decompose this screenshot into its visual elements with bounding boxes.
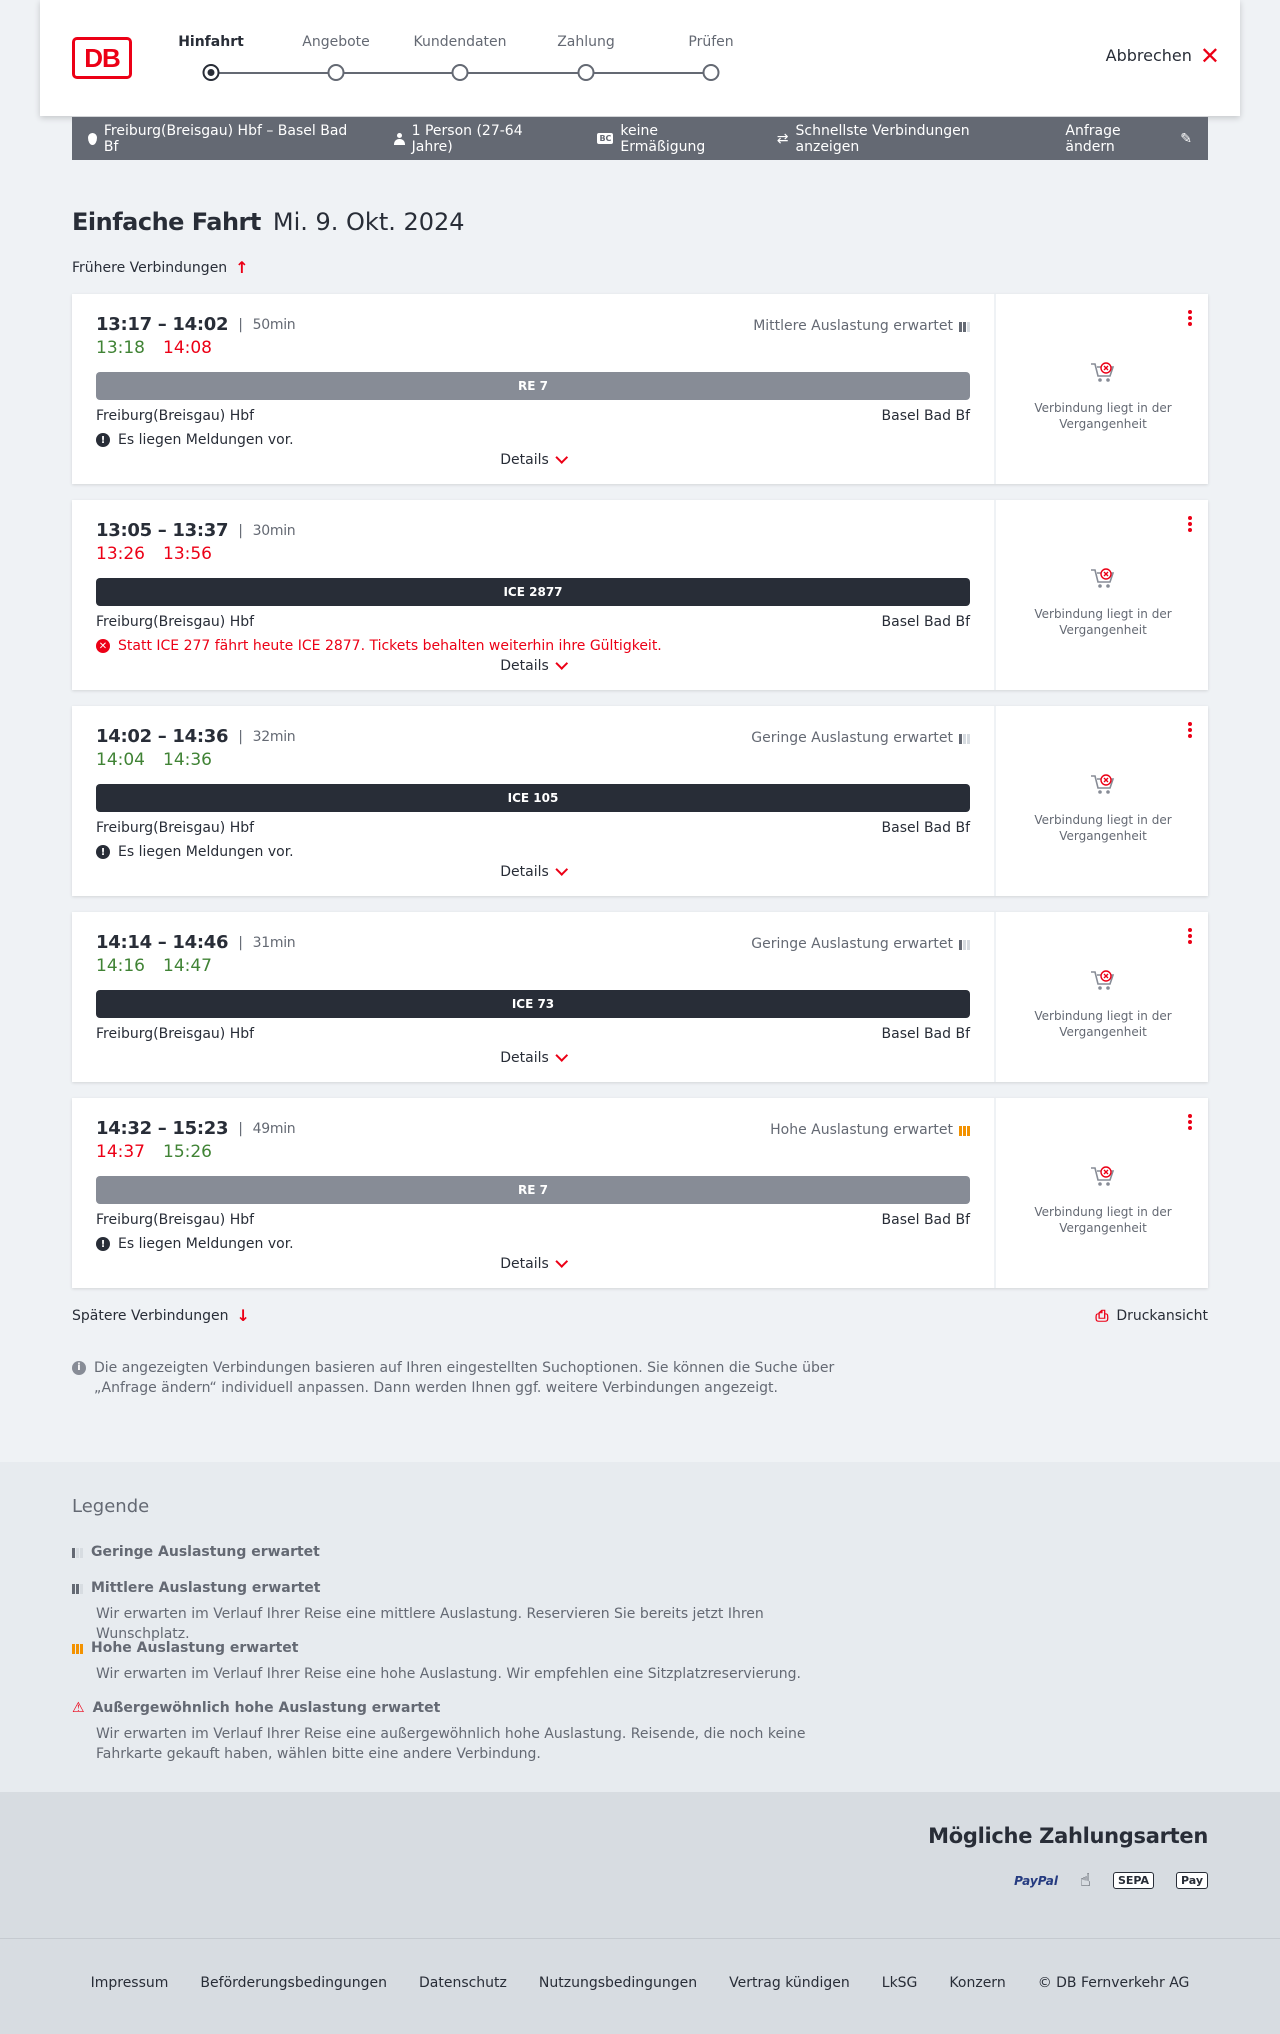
chevron-down-icon [555, 863, 568, 876]
connection-main [96, 294, 970, 484]
step-dot-angebote [328, 64, 345, 81]
duration: 31min [252, 934, 296, 951]
legend-item-title: Geringe Auslastung erwartet [91, 1544, 320, 1560]
offer-panel [994, 294, 1208, 484]
divider: | [238, 728, 243, 745]
more-options-icon[interactable] [1188, 928, 1192, 944]
legend-item [72, 1700, 856, 1764]
realtime-arrival: 14:47 [163, 956, 212, 976]
info-icon: i [72, 1361, 86, 1375]
bahncard-icon: BC [599, 134, 612, 143]
cancel-label: Abbrechen [1105, 46, 1192, 65]
route-summary[interactable] [88, 123, 362, 155]
applepay-text: Pay [1180, 1874, 1203, 1887]
details-label: Details [500, 1050, 549, 1066]
past-notice: Verbindung liegt in der Vergangenheit [1034, 607, 1172, 637]
duration: 50min [252, 316, 296, 333]
notice-text: Es liegen Meldungen vor. [118, 844, 294, 860]
cart-unavailable-icon [1088, 358, 1116, 386]
scheduled-times [96, 314, 295, 335]
exclamation-icon: ! [96, 845, 110, 859]
cart-unavailable-icon [1088, 564, 1116, 592]
footer-links [0, 1975, 1280, 1991]
occupancy-low-icon [959, 732, 970, 744]
scheduled-times [96, 726, 295, 747]
train-bar[interactable]: RE 7 [96, 1176, 970, 1204]
occupancy-medium-icon [959, 320, 970, 332]
legend-item [72, 1640, 856, 1684]
footer-link-impressum[interactable]: Impressum [90, 1975, 169, 1991]
scheduled-times [96, 1118, 295, 1139]
location-pin-icon [88, 133, 97, 145]
chevron-down-icon [555, 451, 568, 464]
printer-icon: ⎙ [1095, 1306, 1109, 1325]
notice-message [96, 432, 294, 448]
realtime-arrival: 14:36 [163, 750, 212, 770]
traveller-summary[interactable] [394, 123, 566, 155]
arrow-down-icon: ↓ [236, 1306, 250, 1325]
connection-main [96, 706, 970, 896]
realtime-arrival: 14:08 [163, 338, 212, 358]
legend-title: Legende [72, 1496, 150, 1517]
occupancy-indicator [751, 730, 970, 746]
step-hinfahrt: Hinfahrt [178, 34, 244, 50]
arrow-up-icon: ↑ [235, 258, 249, 277]
print-view-link[interactable] [1096, 1306, 1208, 1326]
db-logo[interactable]: DB [72, 37, 132, 79]
legend-item-title: Mittlere Auslastung erwartet [91, 1580, 321, 1596]
disruption-text: Statt ICE 277 fährt heute ICE 2877. Tickets behalten weiterhin ihre Gültigkeit. [118, 638, 662, 654]
cancel-button[interactable] [1105, 41, 1220, 70]
train-bar[interactable]: ICE 2877 [96, 578, 970, 606]
person-icon [394, 133, 405, 145]
connection-main [96, 500, 970, 690]
times-text: 13:17 – 14:02 [96, 314, 229, 335]
details-toggle[interactable] [500, 452, 566, 468]
discount-text: keine Ermäßigung [620, 122, 706, 155]
connection-main [96, 1098, 970, 1288]
notice-message [96, 1236, 294, 1252]
occupancy-low-icon [959, 938, 970, 950]
step-dot-kundendaten [452, 64, 469, 81]
connection-card[interactable] [72, 294, 1208, 484]
occupancy-text: Geringe Auslastung erwartet [751, 730, 953, 746]
realtime-departure: 14:16 [96, 956, 145, 976]
occupancy-low-icon [72, 1546, 83, 1558]
connection-card[interactable] [72, 1098, 1208, 1288]
departure-station: Freiburg(Breisgau) Hbf [96, 614, 255, 630]
step-zahlung: Zahlung [557, 34, 615, 50]
connection-card[interactable] [72, 912, 1208, 1082]
past-notice: Verbindung liegt in der Vergangenheit [1034, 813, 1172, 843]
footer [0, 1938, 1280, 2034]
print-label: Druckansicht [1116, 1308, 1208, 1324]
applepay-logo [1176, 1872, 1208, 1889]
step-dot-pruefen [703, 64, 720, 81]
footer-link-datenschutz[interactable]: Datenschutz [418, 1975, 507, 1991]
realtime-arrival: 13:56 [163, 544, 212, 564]
realtime-times [96, 956, 212, 976]
later-connections-link[interactable] [72, 1306, 250, 1325]
past-notice: Verbindung liegt in der Vergangenheit [1034, 401, 1172, 431]
past-notice: Verbindung liegt in der Vergangenheit [1034, 1009, 1172, 1039]
realtime-departure: 14:37 [96, 1142, 145, 1162]
departure-station: Freiburg(Breisgau) Hbf [96, 408, 255, 424]
legend-item-title: Hohe Auslastung erwartet [91, 1640, 299, 1656]
scheduled-times [96, 932, 295, 953]
traveller-text: 1 Person (27-64 Jahre) [411, 122, 523, 155]
duration: 32min [252, 728, 296, 745]
legend-item-desc: Wir erwarten im Verlauf Ihrer Reise eine außergewöhnlich hohe Auslastung. Reisende, die noch keine Fahrkarte gekauft haben, wählen bitte eine andere Verbindung. [96, 1726, 806, 1762]
earlier-connections-link[interactable] [72, 258, 249, 277]
cart-unavailable-icon [1088, 1162, 1116, 1190]
connection-card[interactable] [72, 706, 1208, 896]
step-dot-hinfahrt [203, 64, 220, 81]
chevron-down-icon [555, 1255, 568, 1268]
step-pruefen: Prüfen [688, 34, 734, 50]
divider: | [238, 1120, 243, 1137]
error-icon: ✕ [96, 639, 110, 653]
realtime-departure: 13:18 [96, 338, 145, 358]
footer-copyright: © DB Fernverkehr AG [1037, 1975, 1190, 1991]
footer-link-lksg[interactable]: LkSG [881, 1975, 918, 1991]
departure-station: Freiburg(Breisgau) Hbf [96, 1026, 255, 1042]
cart-unavailable-icon [1088, 770, 1116, 798]
legend-item-title: Außergewöhnlich hohe Auslastung erwartet [92, 1700, 441, 1716]
legend-item-desc: Wir erwarten im Verlauf Ihrer Reise eine mittlere Auslastung. Reservieren Sie bereits jetzt Ihren Wunschplatz. [96, 1606, 764, 1642]
past-notice: Verbindung liegt in der Vergangenheit [1034, 1205, 1172, 1235]
times-text: 14:32 – 15:23 [96, 1118, 229, 1139]
arrival-station: Basel Bad Bf [881, 1026, 970, 1042]
realtime-times [96, 1142, 212, 1162]
legend-item [72, 1544, 320, 1560]
step-dot-zahlung [578, 64, 595, 81]
divider: | [238, 934, 243, 951]
realtime-times [96, 750, 212, 770]
connection-card[interactable] [72, 500, 1208, 690]
details-label: Details [500, 864, 549, 880]
later-label: Spätere Verbindungen [72, 1307, 229, 1324]
divider: | [238, 316, 243, 333]
exclamation-icon: ! [96, 1237, 110, 1251]
more-options-icon[interactable] [1188, 1114, 1192, 1130]
legend-item [72, 1580, 856, 1644]
offer-panel [994, 706, 1208, 896]
arrival-station: Basel Bad Bf [881, 1212, 970, 1228]
offer-panel [994, 1098, 1208, 1288]
legend-section [0, 1462, 1280, 1792]
occupancy-exceptional-icon: ⚠ [72, 1700, 85, 1716]
realtime-departure: 13:26 [96, 544, 145, 564]
info-text: Die angezeigten Verbindungen basieren auf Ihren eingestellten Suchoptionen. Sie können die Suche über „Anfrage ändern“ individuell anpassen. Dann werden Ihnen ggf. weitere Verbindungen angezeigt. [94, 1360, 835, 1396]
realtime-departure: 14:04 [96, 750, 145, 770]
notice-message [96, 844, 294, 860]
search-info-note [72, 1358, 852, 1398]
exclamation-icon: ! [96, 433, 110, 447]
fastest-summary[interactable] [777, 123, 1034, 155]
route-text: Freiburg(Breisgau) Hbf – Basel Bad Bf [103, 122, 348, 155]
arrival-station: Basel Bad Bf [881, 614, 970, 630]
notice-text: Es liegen Meldungen vor. [118, 1236, 294, 1252]
occupancy-indicator [770, 1122, 970, 1138]
disruption-message [96, 638, 662, 654]
occupancy-high-icon [959, 1124, 970, 1136]
footer-link-befoerderungsbedingungen[interactable]: Beförderungsbedingungen [200, 1975, 387, 1991]
pencil-icon: ✎ [1180, 130, 1192, 147]
connection-main [96, 912, 970, 1082]
occupancy-indicator [753, 318, 970, 334]
details-toggle[interactable] [500, 864, 566, 880]
more-options-icon[interactable] [1188, 310, 1192, 326]
chevron-down-icon [555, 657, 568, 670]
cart-unavailable-icon [1088, 966, 1116, 994]
departure-station: Freiburg(Breisgau) Hbf [96, 820, 255, 836]
more-options-icon[interactable] [1188, 722, 1192, 738]
train-bar[interactable]: RE 7 [96, 372, 970, 400]
search-summary-bar [72, 117, 1208, 160]
train-bar[interactable]: ICE 73 [96, 990, 970, 1018]
duration: 49min [252, 1120, 296, 1137]
paypal-logo: PayPal [1014, 1873, 1058, 1888]
realtime-arrival: 15:26 [163, 1142, 212, 1162]
divider: | [238, 522, 243, 539]
change-query-button[interactable] [1065, 123, 1192, 155]
step-angebote: Angebote [302, 34, 370, 50]
legend-item-desc: Wir erwarten im Verlauf Ihrer Reise eine hohe Auslastung. Wir empfehlen eine Sitzplatzreservierung. [96, 1666, 801, 1682]
details-label: Details [500, 452, 549, 468]
occupancy-high-icon [72, 1642, 83, 1654]
duration: 30min [252, 522, 296, 539]
offer-panel [994, 912, 1208, 1082]
details-toggle[interactable] [500, 658, 566, 674]
trip-type: Einfache Fahrt [72, 208, 261, 236]
details-toggle[interactable] [500, 1256, 566, 1272]
arrival-station: Basel Bad Bf [881, 820, 970, 836]
realtime-times [96, 338, 212, 358]
details-label: Details [500, 658, 549, 674]
earlier-label: Frühere Verbindungen [72, 259, 228, 276]
change-query-label: Anfrage ändern [1065, 122, 1121, 155]
page-title [72, 208, 465, 236]
fastest-text: Schnellste Verbindungen anzeigen [795, 122, 970, 155]
realtime-times [96, 544, 212, 564]
swap-arrows-icon: ⇄ [776, 130, 789, 147]
progress-header [40, 0, 1240, 116]
offer-panel [994, 500, 1208, 690]
details-toggle[interactable] [500, 1050, 566, 1066]
scheduled-times [96, 520, 295, 541]
occupancy-text: Geringe Auslastung erwartet [751, 936, 953, 952]
footer-link-vertrag-kuendigen[interactable]: Vertrag kündigen [729, 1975, 850, 1991]
sepa-logo: SEPA [1113, 1872, 1154, 1889]
travel-date: Mi. 9. Okt. 2024 [272, 208, 465, 236]
notice-text: Es liegen Meldungen vor. [118, 432, 294, 448]
discount-summary[interactable] [597, 123, 744, 155]
credit-card-hand-icon: ☝ [1079, 1870, 1091, 1891]
occupancy-text: Hohe Auslastung erwartet [770, 1122, 953, 1138]
train-bar[interactable]: ICE 105 [96, 784, 970, 812]
departure-station: Freiburg(Breisgau) Hbf [96, 1212, 255, 1228]
footer-link-nutzungsbedingungen[interactable]: Nutzungsbedingungen [538, 1975, 698, 1991]
payment-logos [1014, 1870, 1208, 1891]
arrival-station: Basel Bad Bf [881, 408, 970, 424]
step-kundendaten: Kundendaten [413, 34, 507, 50]
payment-title: Mögliche Zahlungsarten [928, 1824, 1208, 1848]
occupancy-text: Mittlere Auslastung erwartet [753, 318, 953, 334]
occupancy-medium-icon [72, 1582, 83, 1594]
occupancy-indicator [751, 936, 970, 952]
close-icon: ✕ [1199, 41, 1220, 70]
chevron-down-icon [555, 1049, 568, 1062]
times-text: 14:02 – 14:36 [96, 726, 229, 747]
details-label: Details [500, 1256, 549, 1272]
more-options-icon[interactable] [1188, 516, 1192, 532]
footer-link-konzern[interactable]: Konzern [949, 1975, 1006, 1991]
times-text: 14:14 – 14:46 [96, 932, 229, 953]
payment-methods-section [0, 1792, 1280, 1938]
times-text: 13:05 – 13:37 [96, 520, 229, 541]
